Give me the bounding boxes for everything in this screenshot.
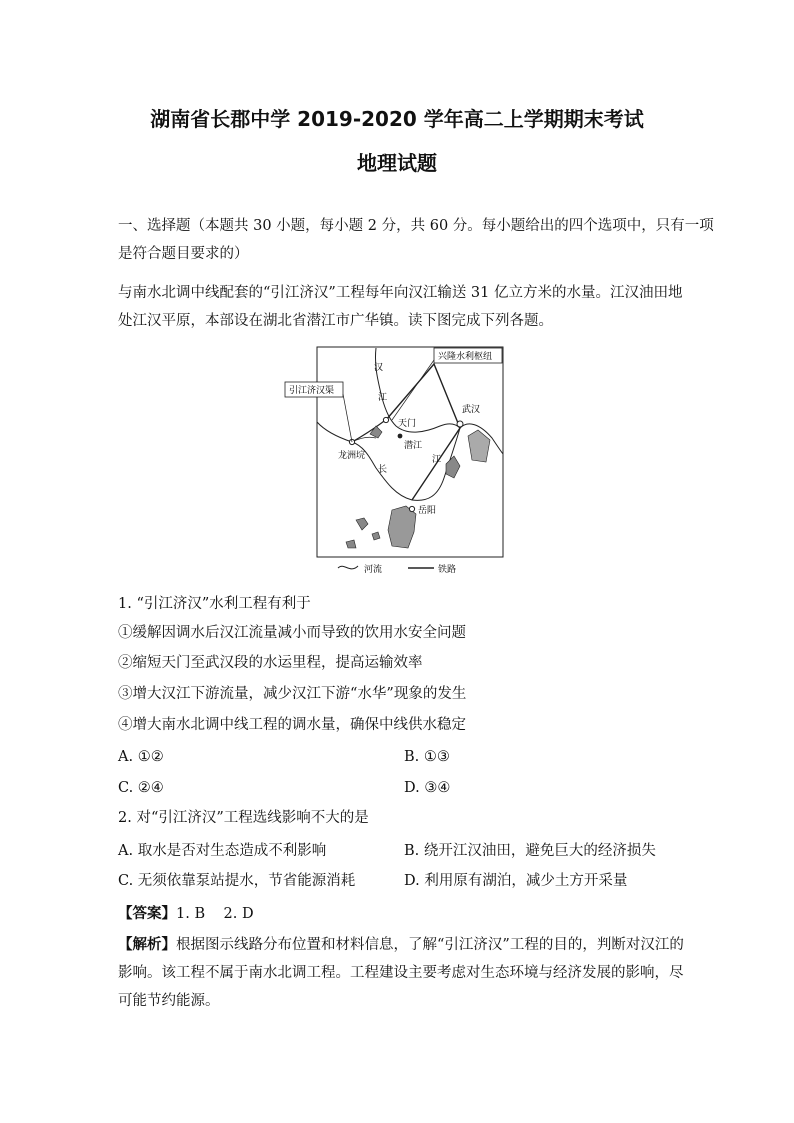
q1-statement-4: ④增大南水北调中线工程的调水量，确保中线供水稳定 bbox=[118, 717, 466, 733]
label-han: 汉 bbox=[374, 363, 384, 373]
q2-option-d: D. 利用原有湖泊，减少土方开采量 bbox=[404, 873, 628, 889]
map-figure bbox=[289, 346, 506, 578]
label-longzhou: 龙洲垸 bbox=[338, 451, 366, 461]
exam-title: 湖南省长郡中学 2019-2020 学年高二上学期期末考试 bbox=[150, 107, 644, 131]
label-yinjiang: 引江济汉渠 bbox=[289, 386, 335, 396]
answer-line bbox=[118, 900, 688, 928]
label-chang: 长 bbox=[378, 465, 388, 475]
label-wuhan: 武汉 bbox=[462, 405, 481, 415]
q1-statement-1: ①缓解因调水后汉江流量减小而导致的饮用水安全问题 bbox=[118, 625, 466, 641]
q1-option-d: D. ③④ bbox=[404, 780, 451, 796]
label-tianmen: 天门 bbox=[398, 419, 417, 429]
passage-line-2: 处江汉平原，本部设在湖北省潜江市广华镇。读下图完成下列各题。 bbox=[118, 313, 553, 329]
section-heading-1: 一、选择题（本题共 30 小题，每小题 2 分，共 60 分。每小题给出的四个选项中，只有一项 bbox=[118, 218, 714, 234]
legend-rail-label: 铁路 bbox=[438, 565, 457, 575]
q1-option-b: B. ①③ bbox=[404, 749, 450, 765]
q2-option-b: B. 绕开江汉油田，避免巨大的经济损失 bbox=[404, 843, 656, 859]
label-jiang-upper: 江 bbox=[378, 393, 388, 403]
analysis-label: 【解析】 bbox=[118, 937, 176, 953]
q1-statement-3: ③增大汉江下游流量，减少汉江下游“水华”现象的发生 bbox=[118, 686, 467, 702]
passage-line-1: 与南水北调中线配套的“引江济汉”工程每年向汉江输送 31 亿立方米的水量。江汉油田地 bbox=[118, 285, 683, 301]
q2-option-a: A. 取水是否对生态造成不利影响 bbox=[118, 843, 327, 859]
label-jiang-lower: 江 bbox=[432, 455, 442, 465]
analysis-text: 根据图示线路分布位置和材料信息，了解“引江济汉”工程的目的，判断对汉江的影响。该工程不属于南水北调工程。工程建设主要考虑对生态环境与经济发展的影响，尽可能节约能源。 bbox=[118, 937, 684, 1009]
exam-subject: 地理试题 bbox=[357, 151, 437, 175]
q1-option-a: A. ①② bbox=[118, 749, 164, 765]
label-yueyang: 岳阳 bbox=[418, 506, 437, 516]
answer-text: 1. B 2. D bbox=[176, 906, 254, 922]
section-heading-2: 是符合题目要求的） bbox=[118, 246, 249, 262]
label-qianjiang: 潜江 bbox=[404, 441, 423, 451]
answer-label: 【答案】 bbox=[118, 906, 176, 922]
q2-option-c: C. 无须依靠泵站提水，节省能源消耗 bbox=[118, 873, 356, 889]
q1-stem: 1. “引江济汉”水利工程有利于 bbox=[118, 596, 311, 612]
legend-river-label: 河流 bbox=[364, 565, 383, 575]
analysis-paragraph bbox=[118, 931, 688, 1015]
q1-option-c: C. ②④ bbox=[118, 780, 164, 796]
legend-river-symbol bbox=[338, 566, 358, 569]
q1-statement-2: ②缩短天门至武汉段的水运里程，提高运输效率 bbox=[118, 655, 423, 671]
label-xinglong: 兴隆水利枢纽 bbox=[438, 352, 493, 362]
q2-stem: 2. 对“引江济汉”工程选线影响不大的是 bbox=[118, 810, 369, 826]
